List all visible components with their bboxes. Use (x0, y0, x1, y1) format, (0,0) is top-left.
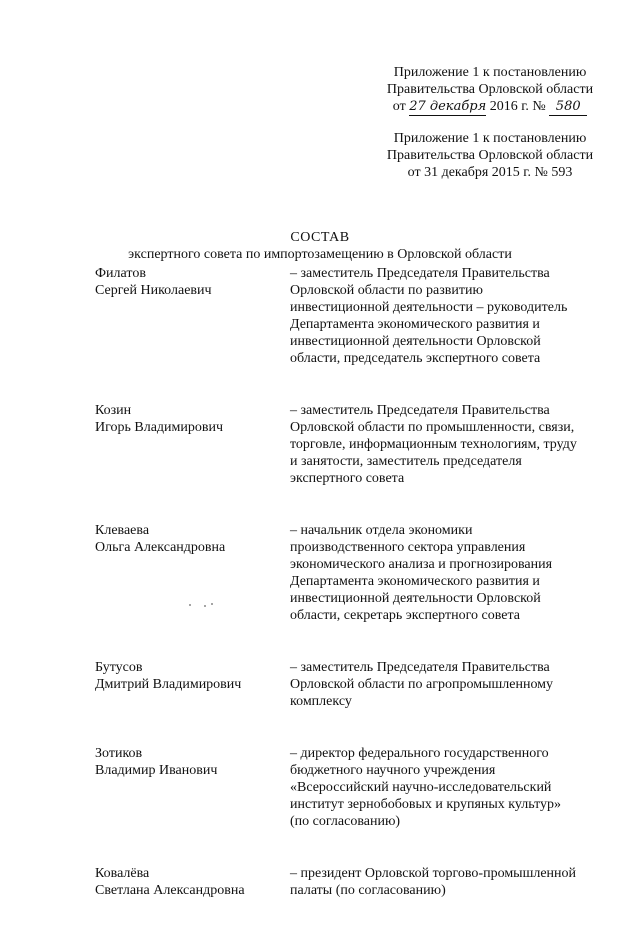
scan-speck (204, 605, 206, 607)
member-position-line: экспертного совета (290, 471, 405, 486)
member-position-line: институт зернобобовых и крупяных культур» (290, 797, 562, 812)
member-name (95, 865, 290, 899)
member-row (95, 402, 615, 487)
member-position-line: – президент Орловской торгово-промышленной (290, 866, 577, 881)
member-given: Игорь Владимирович (95, 420, 224, 435)
member-row (95, 865, 615, 899)
appendix-date-line (370, 98, 610, 116)
appendix-header-current (370, 64, 610, 116)
member-given: Ольга Александровна (95, 540, 226, 555)
appendix-line: Правительства Орловской области (386, 82, 594, 97)
member-row (95, 265, 615, 367)
member-position-line: торговле, информационным технологиям, труду (290, 437, 577, 452)
member-given: Дмитрий Владимирович (95, 677, 242, 692)
member-position (290, 402, 610, 487)
member-position (290, 265, 610, 367)
member-position-line: Орловской области по промышленности, связи, (290, 420, 575, 435)
member-position-line: производственного сектора управления (290, 540, 526, 555)
member-position-line: – начальник отдела экономики (290, 523, 473, 538)
scan-speck (189, 604, 191, 606)
appendix-line: Правительства Орловской области (386, 148, 594, 163)
member-position-line: комплексу (290, 694, 352, 709)
member-surname: Клеваева (95, 523, 150, 538)
member-row (95, 659, 615, 710)
member-given: Сергей Николаевич (95, 283, 212, 298)
date-prefix: от (392, 99, 406, 114)
member-surname: Козин (95, 403, 132, 418)
member-name (95, 745, 290, 830)
member-name (95, 402, 290, 487)
member-position-line: Департамента экономического развития и (290, 574, 540, 589)
member-position-line: инвестиционной деятельности Орловской (290, 591, 541, 606)
member-position-line: Департамента экономического развития и (290, 317, 540, 332)
member-given: Владимир Иванович (95, 763, 218, 778)
member-position-line: области, председатель экспертного совета (290, 351, 541, 366)
member-row (95, 745, 615, 830)
date-year: 2016 г. № (489, 99, 546, 114)
document-title-block (0, 229, 640, 263)
member-position (290, 865, 610, 899)
member-position-line: Орловской области по агропромышленному (290, 677, 554, 692)
members-list (95, 265, 615, 934)
member-position (290, 745, 610, 830)
member-position-line: Орловской области по развитию (290, 283, 483, 298)
handwritten-number: 580 (549, 98, 587, 116)
member-given: Светлана Александровна (95, 883, 245, 898)
member-position-line: – заместитель Председателя Правительства (290, 403, 550, 418)
member-position-line: инвестиционной деятельности – руководитель (290, 300, 568, 315)
handwritten-date: 27 декабря (409, 99, 487, 114)
member-name (95, 265, 290, 367)
member-position-line: бюджетного научного учреждения (290, 763, 496, 778)
member-position-line: экономического анализа и прогнозирования (290, 557, 553, 572)
member-position-line: «Всероссийский научно-исследовательский (290, 780, 552, 795)
member-position-line: области, секретарь экспертного совета (290, 608, 520, 623)
member-name (95, 522, 290, 624)
member-position-line: и занятости, заместитель председателя (290, 454, 522, 469)
appendix-line: от 31 декабря 2015 г. № 593 (407, 165, 573, 180)
member-surname: Филатов (95, 266, 146, 281)
member-position (290, 659, 610, 710)
member-surname: Бутусов (95, 660, 143, 675)
document-subtitle: экспертного совета по импортозамещению в Орловской области (128, 247, 512, 262)
member-name (95, 659, 290, 710)
member-position-line: – заместитель Председателя Правительства (290, 266, 550, 281)
member-row (95, 522, 615, 624)
member-position-line: (по согласованию) (290, 814, 401, 829)
document-title: СОСТАВ (290, 230, 350, 245)
member-surname: Ковалёва (95, 866, 150, 881)
member-position-line: – директор федерального государственного (290, 746, 549, 761)
appendix-line: Приложение 1 к постановлению (393, 131, 587, 146)
scan-speck (211, 603, 213, 605)
member-surname: Зотиков (95, 746, 143, 761)
member-position-line: инвестиционной деятельности Орловской (290, 334, 541, 349)
member-position-line: палаты (по согласованию) (290, 883, 446, 898)
member-position-line: – заместитель Председателя Правительства (290, 660, 550, 675)
appendix-header-original (370, 130, 610, 181)
member-position (290, 522, 610, 624)
appendix-line: Приложение 1 к постановлению (393, 65, 587, 80)
